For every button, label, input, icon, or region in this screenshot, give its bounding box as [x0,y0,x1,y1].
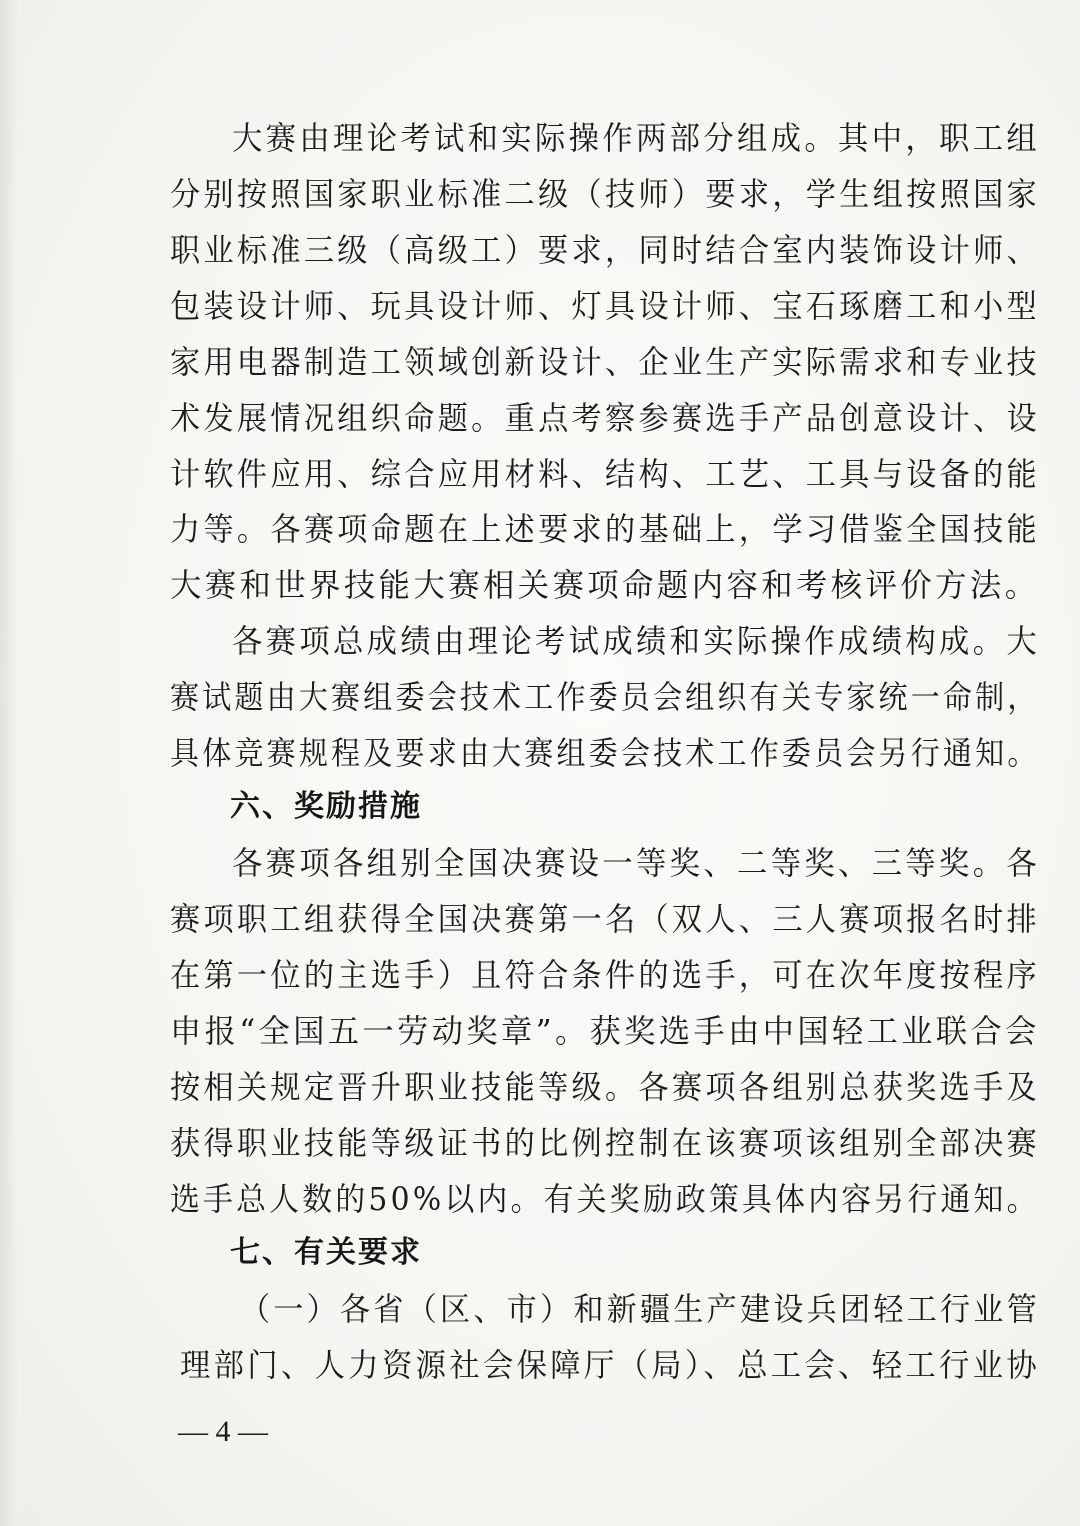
paragraph-line: 具体竞赛规程及要求由大赛组委会技术工作委员会另行通知。 [170,734,1040,772]
paragraph-line: 在第一位的主选手）且符合条件的选手，可在次年度按程序 [170,956,1041,994]
paragraph-line: 各赛项总成绩由理论考试成绩和实际操作成绩构成。大 [232,622,1041,660]
paragraph-line: 大赛和世界技能大赛相关赛项命题内容和考核评价方法。 [170,566,1040,604]
paragraph-line: 力等。各赛项命题在上述要求的基础上，学习借鉴全国技能 [170,510,1041,548]
paragraph-line: 分别按照国家职业标准二级（技师）要求，学生组按照国家 [170,175,1041,213]
paragraph-line: 获得职业技能等级证书的比例控制在该赛项该组别全部决赛 [170,1124,1041,1162]
paragraph-line: 术发展情况组织命题。重点考察参赛选手产品创意设计、设 [170,399,1041,437]
paragraph-line: 家用电器制造工领域创新设计、企业生产实际需求和专业技 [170,343,1041,381]
paragraph-line: 赛项职工组获得全国决赛第一名（双人、三人赛项报名时排 [170,900,1041,938]
paragraph-line: 各赛项各组别全国决赛设一等奖、二等奖、三等奖。各 [232,844,1041,882]
paragraph-line: 大赛由理论考试和实际操作两部分组成。其中，职工组 [232,119,1041,157]
page-number: — 4 — [178,1415,268,1448]
section-heading-rewards: 六、奖励措施 [230,789,422,824]
paragraph-line: 职业标准三级（高级工）要求，同时结合室内装饰设计师、 [170,231,1041,269]
paragraph-line: 包装设计师、玩具设计师、灯具设计师、宝石琢磨工和小型 [170,287,1041,325]
page-edge-shadow [0,0,18,1526]
paragraph-line: 申报“全国五一劳动奖章”。获奖选手由中国轻工业联合会 [170,1012,1040,1050]
section-heading-requirements: 七、有关要求 [230,1235,422,1270]
paragraph-line: 按相关规定晋升职业技能等级。各赛项各组别总获奖选手及 [170,1068,1041,1106]
paragraph-line: 赛试题由大赛组委会技术工作委员会组织有关专家统一命制， [170,678,1040,716]
paragraph-line: 计软件应用、综合应用材料、结构、工艺、工具与设备的能 [170,455,1041,493]
paragraph-line: 选手总人数的50%以内。有关奖励政策具体内容另行通知。 [170,1180,1040,1218]
paragraph-line: 理部门、人力资源社会保障厅（局）、总工会、轻工行业协 [180,1346,1041,1384]
paragraph-line: （一）各省（区、市）和新疆生产建设兵团轻工行业管 [240,1290,1041,1328]
